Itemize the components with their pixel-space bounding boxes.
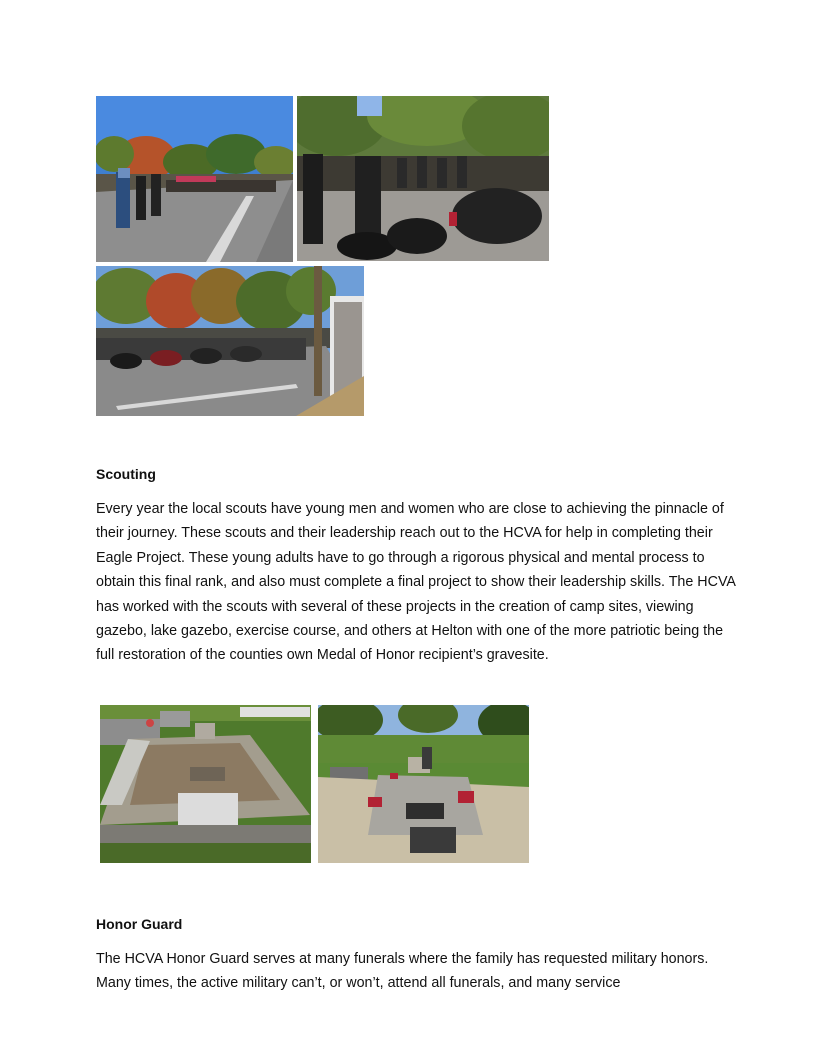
honor-guard-heading: Honor Guard (96, 916, 183, 932)
scouting-heading: Scouting (96, 466, 156, 482)
honor-guard-paragraph: The HCVA Honor Guard serves at many funerals where the family has requested military honors. Many times, the active military can’t, or won’t, attend all funerals, and many service (96, 951, 709, 992)
bikers-with-motorcycles-photo (297, 96, 549, 261)
scouting-paragraph: Every year the local scouts have young men and women who are close to achieving the pinnacle of their journey. These scouts and their leadership reach out to the HCVA for help in completing their Eagle Project. These young adults have to go through a rigorous physical and mental process to obtain this final rank, and also must complete a final project to show their leadership skills. The HCVA has worked with the scouts with several of these projects in the creation of camp sites, viewing gazebo, lake gazebo, exercise course, and others at Helton with one of the more patriotic being the full restoration of the counties own Medal of Honor recipient’s gravesite. (96, 501, 736, 664)
grave-restoration-before-photo (100, 705, 311, 863)
parked-motorcycles-lot-photo (96, 266, 364, 416)
motorcycle-rally-street-photo (96, 96, 293, 262)
grave-restoration-after-photo (318, 705, 529, 863)
